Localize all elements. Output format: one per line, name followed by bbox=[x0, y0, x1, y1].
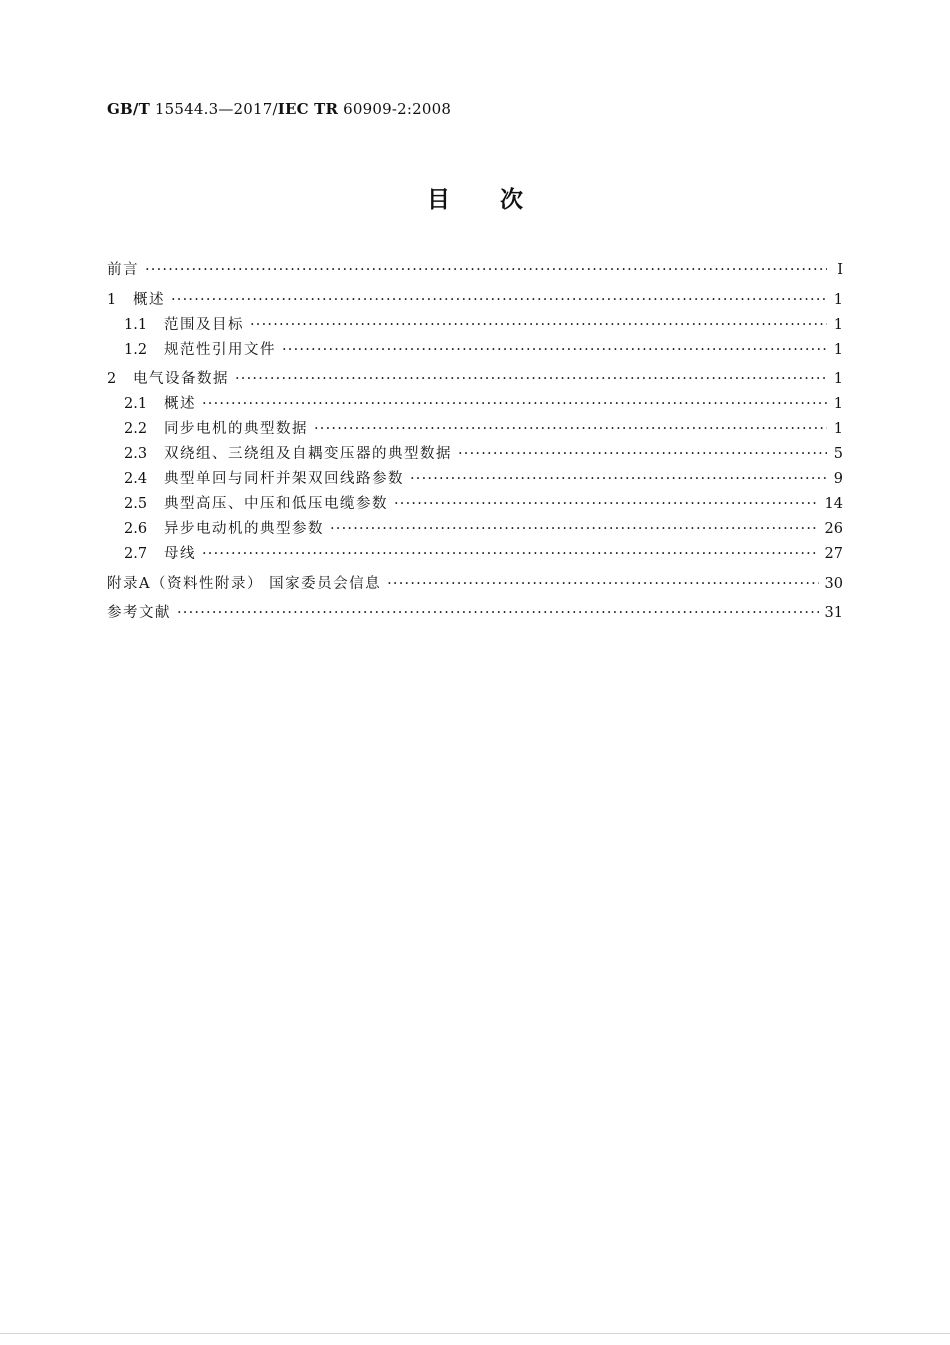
table-of-contents bbox=[107, 258, 843, 626]
toc-entry-number: 2.6 bbox=[124, 521, 148, 537]
toc-entry-page: 14 bbox=[824, 496, 843, 512]
toc-entry-label: 前言 bbox=[107, 262, 139, 278]
toc-entry-number: 2 bbox=[107, 371, 117, 387]
toc-entry-2-6[interactable] bbox=[107, 517, 843, 542]
toc-dot-leader bbox=[282, 342, 827, 358]
toc-entry-label: 范围及目标 bbox=[164, 316, 244, 333]
toc-entry-page: 27 bbox=[824, 546, 843, 562]
toc-entry-label: 典型高压、中压和低压电缆参数 bbox=[164, 496, 388, 512]
toc-entry-page: 1 bbox=[833, 396, 843, 412]
toc-entry-label: 附录A（资料性附录） 国家委员会信息 bbox=[107, 575, 382, 592]
toc-entry-label: 典型单回与同杆并架双回线路参数 bbox=[164, 471, 404, 487]
toc-entry-page: 5 bbox=[833, 446, 843, 462]
toc-entry-page: 1 bbox=[833, 421, 843, 437]
toc-entry-2-1[interactable] bbox=[107, 392, 843, 417]
toc-entry-page: 26 bbox=[824, 521, 843, 537]
toc-dot-leader bbox=[458, 446, 827, 462]
toc-entry-foreword[interactable] bbox=[107, 258, 843, 283]
toc-entry-label: 电气设备数据 bbox=[133, 371, 229, 387]
iec-prefix: IEC TR bbox=[277, 100, 339, 118]
page-bottom-divider bbox=[0, 1333, 950, 1334]
page-title: 目次 bbox=[427, 187, 573, 213]
toc-entry-page: 1 bbox=[833, 341, 843, 358]
toc-entry-number: 2.1 bbox=[124, 396, 148, 412]
toc-entry-label: 参考文献 bbox=[107, 605, 171, 621]
toc-entry-number: 1 bbox=[107, 291, 117, 308]
toc-entry-1-2[interactable] bbox=[107, 338, 843, 363]
toc-entry-number: 2.5 bbox=[124, 496, 148, 512]
toc-dot-leader bbox=[235, 371, 827, 387]
toc-entry-number: 2.7 bbox=[124, 546, 148, 562]
toc-entry-label: 异步电动机的典型参数 bbox=[164, 521, 324, 537]
iec-number: 60909-2:2008 bbox=[338, 100, 452, 118]
toc-entry-number: 1.2 bbox=[124, 341, 148, 358]
toc-dot-leader bbox=[330, 521, 819, 537]
toc-entry-page: 9 bbox=[833, 471, 843, 487]
toc-entry-page: 31 bbox=[824, 605, 843, 621]
toc-entry-2-4[interactable] bbox=[107, 467, 843, 492]
toc-entry-annex-a[interactable] bbox=[107, 572, 843, 597]
toc-entry-label: 概述 bbox=[164, 396, 196, 412]
toc-entry-2-7[interactable] bbox=[107, 542, 843, 567]
toc-entry-2-3[interactable] bbox=[107, 442, 843, 467]
toc-entry-label: 规范性引用文件 bbox=[164, 341, 276, 358]
toc-dot-leader bbox=[171, 292, 827, 308]
standard-prefix: GB/T bbox=[107, 100, 150, 118]
toc-dot-leader bbox=[250, 317, 827, 333]
toc-entry-1[interactable] bbox=[107, 288, 843, 313]
standard-number: 15544.3—2017/ bbox=[149, 100, 278, 118]
toc-dot-leader bbox=[314, 421, 827, 437]
toc-dot-leader bbox=[202, 396, 827, 412]
document-header bbox=[107, 100, 451, 118]
toc-entry-page: 1 bbox=[833, 316, 843, 333]
toc-entry-number: 2.3 bbox=[124, 446, 148, 462]
toc-entry-page: 1 bbox=[833, 291, 843, 308]
toc-dot-leader bbox=[145, 262, 827, 278]
toc-entry-number: 2.4 bbox=[124, 471, 148, 487]
toc-entry-number: 1.1 bbox=[124, 316, 148, 333]
toc-entry-page: 1 bbox=[833, 371, 843, 387]
toc-entry-number: 2.2 bbox=[124, 421, 148, 437]
toc-dot-leader bbox=[202, 546, 819, 562]
toc-entry-2-5[interactable] bbox=[107, 492, 843, 517]
toc-entry-1-1[interactable] bbox=[107, 313, 843, 338]
toc-entry-label: 概述 bbox=[133, 291, 165, 308]
toc-dot-leader bbox=[177, 605, 819, 621]
toc-dot-leader bbox=[394, 496, 819, 512]
toc-entry-page: 30 bbox=[824, 575, 843, 592]
toc-entry-bibliography[interactable] bbox=[107, 601, 843, 626]
toc-entry-2-2[interactable] bbox=[107, 417, 843, 442]
toc-entry-2[interactable] bbox=[107, 367, 843, 392]
toc-dot-leader bbox=[387, 576, 818, 592]
toc-entry-page: Ⅰ bbox=[837, 262, 843, 278]
toc-dot-leader bbox=[410, 471, 827, 487]
toc-entry-label: 双绕组、三绕组及自耦变压器的典型数据 bbox=[164, 446, 452, 462]
toc-entry-label: 同步电机的典型数据 bbox=[164, 421, 308, 437]
toc-entry-label: 母线 bbox=[164, 546, 196, 562]
